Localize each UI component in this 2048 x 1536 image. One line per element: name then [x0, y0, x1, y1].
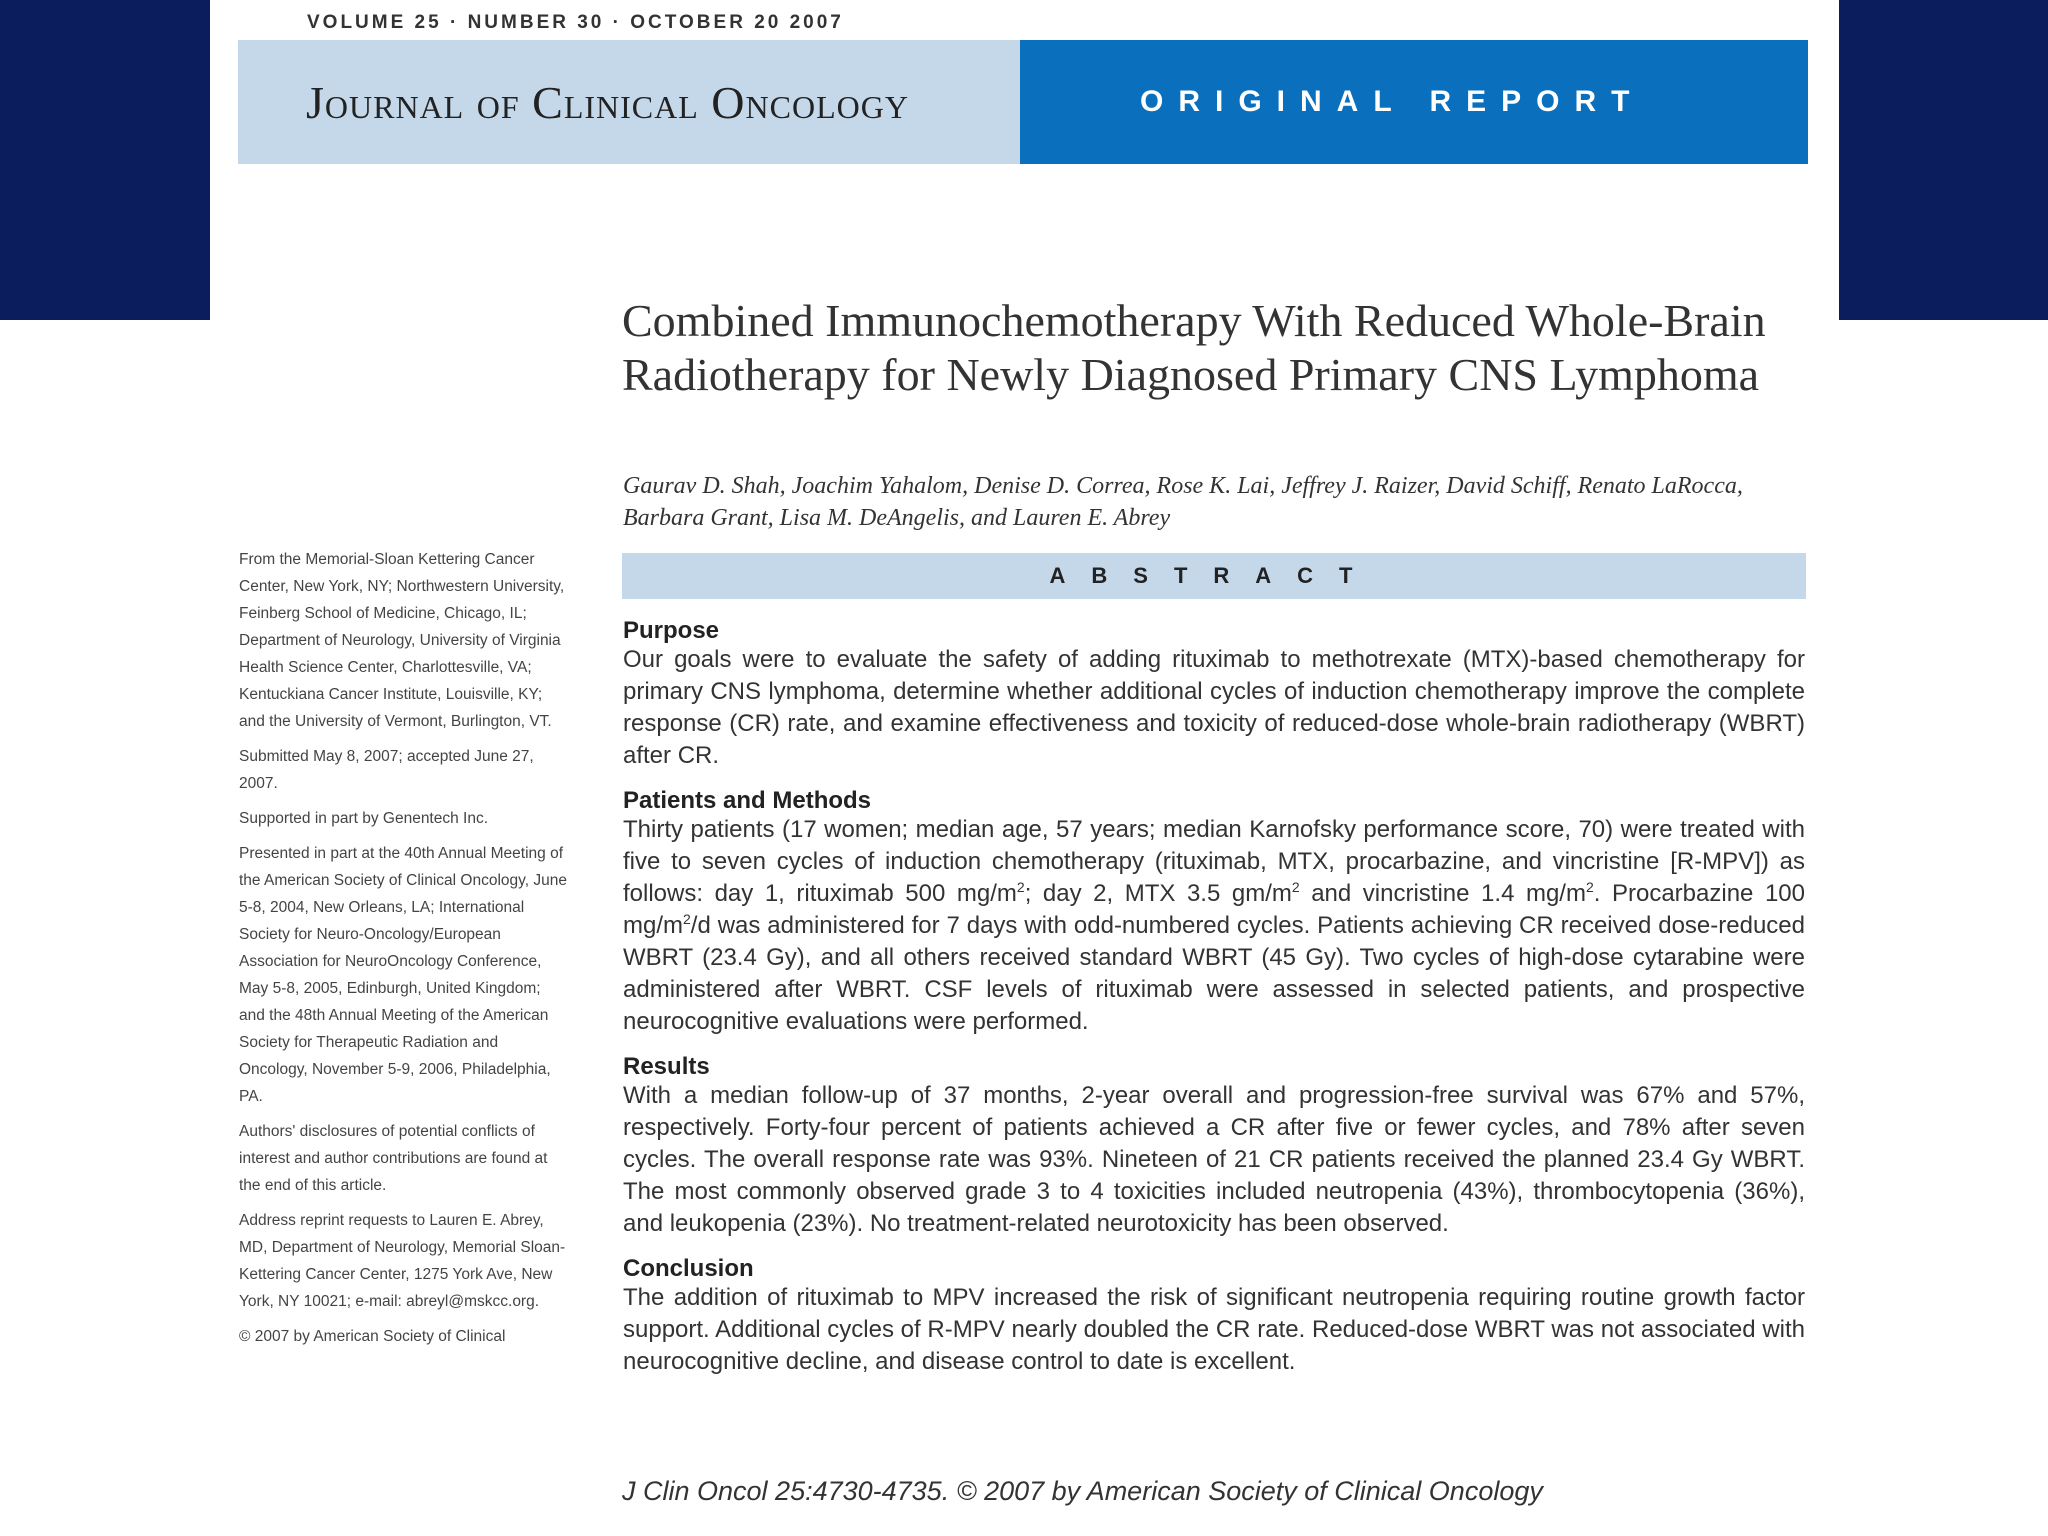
conclusion-text: The addition of rituximab to MPV increased the risk of significant neutropenia requiring routine growth factor support. Additional cycles of R-MPV nearly doubled the CR rate. Reduced-dose WBRT was not associated with neurocognitive decline, and disease control to date is excellent. — [623, 1284, 1805, 1375]
abstract-body — [623, 618, 1805, 1394]
report-type-label: ORIGINAL REPORT — [1020, 40, 1808, 164]
journal-citation: J Clin Oncol 25:4730-4735. © 2007 by American Society of Clinical Oncology — [622, 1476, 1543, 1506]
right-navy-block — [1839, 0, 2048, 320]
disclosures-note: Authors' disclosures of potential conflicts of interest and author contributions are found at the end of this article. — [239, 1123, 548, 1194]
funding-note: Supported in part by Genentech Inc. — [239, 810, 489, 827]
issue-line: VOLUME 25 · NUMBER 30 · OCTOBER 20 2007 — [307, 12, 844, 33]
methods-heading: Patients and Methods — [623, 787, 872, 814]
purpose-text: Our goals were to evaluate the safety of adding rituximab to methotrexate (MTX)-based chemotherapy for primary CNS lymphoma, determine whether additional cycles of induction chemotherapy improve the complete response (CR) rate, and examine effectiveness and toxicity of reduced-dose whole-brain radiotherapy (WBRT) after CR. — [623, 646, 1805, 769]
author-list: Gaurav D. Shah, Joachim Yahalom, Denise D. Correa, Rose K. Lai, Jeffrey J. Raizer, David Schiff, Renato LaRocca, Barbara Grant, Lisa M. DeAngelis, and Lauren E. Abrey — [623, 473, 1743, 531]
sidebar-copyright: © 2007 by American Society of Clinical — [239, 1328, 506, 1345]
purpose-heading: Purpose — [623, 617, 720, 644]
submission-dates: Submitted May 8, 2007; accepted June 27, 2007. — [239, 748, 534, 792]
conclusion-heading: Conclusion — [623, 1255, 754, 1282]
reprint-address: Address reprint requests to Lauren E. Abrey, MD, Department of Neurology, Memorial Sloan-Kettering Cancer Center, 1275 York Ave, New York, NY 10021; e-mail: abreyl@mskcc.org. — [239, 1212, 566, 1310]
article-title: Combined Immunochemotherapy With Reduced Whole-Brain Radiotherapy for Newly Diagnosed Primary CNS Lymphoma — [622, 295, 1766, 400]
affiliations: From the Memorial-Sloan Kettering Cancer Center, New York, NY; Northwestern University, Feinberg School of Medicine, Chicago, IL; Department of Neurology, University of Virginia Health Science Center, Charlottesville, VA; Kentuckiana Cancer Institute, Louisville, KY; and the University of Vermont, Burlington, VT. — [239, 551, 565, 730]
results-text: With a median follow-up of 37 months, 2-year overall and progression-free survival was 67% and 57%, respectively. Forty-four percent of patients achieved a CR after five or fewer cycles, and 78% after seven cycles. The overall response rate was 93%. Nineteen of 21 CR patients received the planned 23.4 Gy WBRT. The most commonly observed grade 3 to 4 toxicities included neutropenia (43%), thrombocytopenia (36%), and leukopenia (23%). No treatment-related neurotoxicity has been observed. — [623, 1082, 1805, 1237]
journal-banner — [238, 40, 1808, 164]
abstract-header: ABSTRACT — [622, 553, 1806, 599]
methods-text: Thirty patients (17 women; median age, 57 years; median Karnofsky performance score, 70) were treated with five to seven cycles of induction chemotherapy (rituximab, MTX, procarbazine, and vincristine [R-MPV]) as follows: day 1, rituximab 500 $mg/m^2$; day 2, MTX 3.5 $gm/m^2$ and vincristine 1.4 $mg/m^2$. Procarbazine 100 $mg/m^2/d$ was administered for 7 days with odd-numbered cycles. Patients achieving CR received dose-reduced WBRT (23.4 Gy), and all others received standard WBRT (45 Gy). Two cycles of high-dose cytarabine were administered after WBRT. CSF levels of rituximab were assessed in selected patients, and prospective neurocognitive evaluations were performed. — [623, 816, 1805, 1035]
journal-name: Journal of Clinical Oncology — [238, 40, 1020, 164]
article-sidebar — [239, 546, 569, 1358]
results-heading: Results — [623, 1053, 710, 1080]
left-navy-block — [0, 0, 210, 320]
presentation-note: Presented in part at the 40th Annual Meeting of the American Society of Clinical Oncology, June 5-8, 2004, New Orleans, LA; International Society for Neuro-Oncology/European Association for NeuroOncology Conference, May 5-8, 2005, Edinburgh, United Kingdom; and the 48th Annual Meeting of the American Society for Therapeutic Radiation and Oncology, November 5-9, 2006, Philadelphia, PA. — [239, 845, 567, 1105]
